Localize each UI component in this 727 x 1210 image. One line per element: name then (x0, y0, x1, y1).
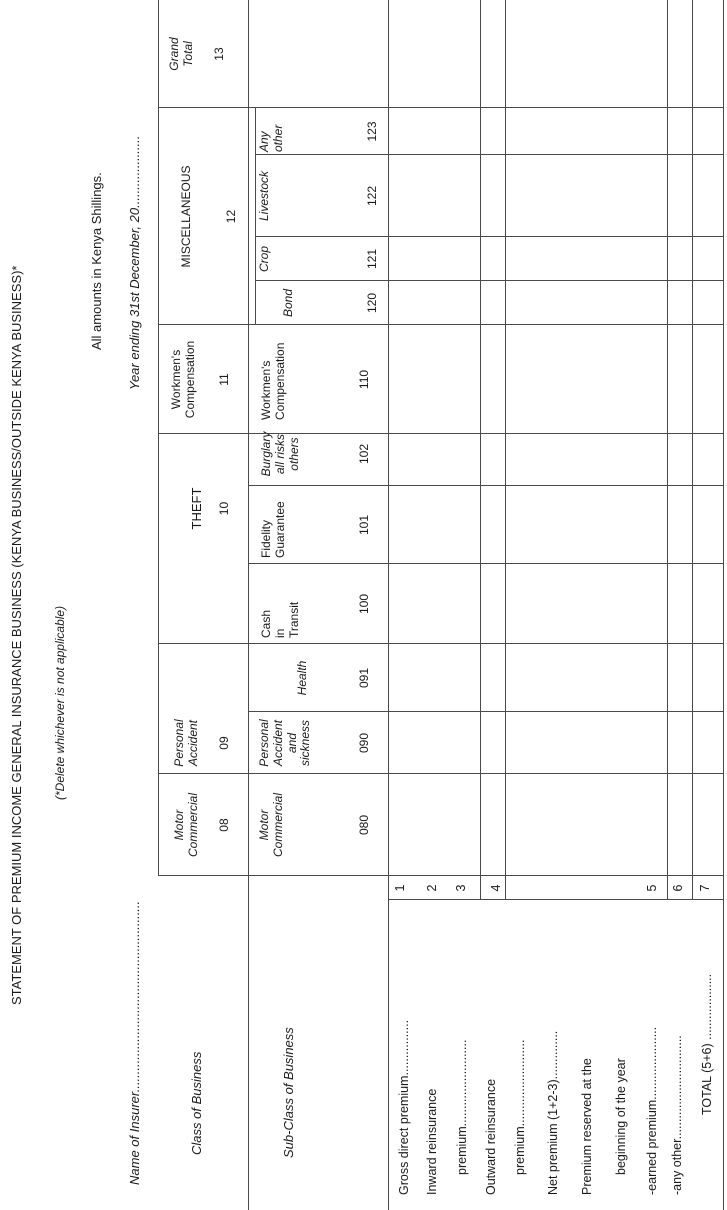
subclass-code-091: 091 (357, 667, 371, 689)
col-rule-misc-start (158, 324, 723, 325)
subclass-burglary-others: Burglary all risks others (259, 431, 301, 477)
subclass-workmens-compensation: Workmen's Compensation (259, 342, 287, 420)
subclass-code-080: 080 (357, 814, 371, 836)
rule-table-bottom (723, 0, 724, 1210)
amounts-note: All amounts in Kenya Shillings. (89, 172, 104, 350)
statement-title: STATEMENT OF PREMIUM INCOME GENERAL INSURANCE BUSINESS (KENYA BUSINESS/OUTSIDE KENYA BUSINESS)* (9, 265, 24, 1005)
class-miscellaneous-code: 12 (224, 209, 238, 224)
class-of-business-label: Class of Business (189, 1051, 204, 1155)
subclass-code-102: 102 (357, 443, 371, 465)
row-number-1: 1 (393, 884, 407, 892)
subclass-crop: Crop (257, 246, 271, 273)
subclass-code-090: 090 (357, 732, 371, 754)
class-motor-commercial-code: 08 (217, 818, 231, 832)
rule-row-7 (692, 0, 693, 900)
rule-header-bottom (388, 0, 389, 1210)
col-rule-crop-start (255, 280, 723, 281)
class-workmens-compensation-code: 11 (217, 373, 231, 386)
subclass-code-110: 110 (357, 369, 371, 390)
year-ending: Year ending 31st December, 20.................... (127, 135, 142, 390)
subclass-cash-in-transit: Cash in Transit (259, 601, 301, 638)
col-rule-workmens-start (158, 433, 723, 434)
row-premium-reserved: Premium reserved at the (580, 1058, 594, 1195)
row-outward-reinsurance: Outward reinsurance (484, 1078, 498, 1195)
col-rule-health-start (248, 711, 723, 712)
class-personal-accident-code: 09 (217, 736, 231, 750)
row-number-6: 6 (671, 884, 685, 892)
row-any-other: -any other.............................. (670, 1035, 684, 1195)
class-miscellaneous: MISCELLANEOUS (179, 165, 193, 268)
class-grand-total-code: 13 (212, 47, 226, 61)
subclass-any-other: Any other (257, 124, 285, 152)
col-rule-anyother-start (255, 154, 723, 155)
class-workmens-compensation: Workmen's Compensation (169, 340, 197, 419)
delete-note: (*Delete whichever is not applicable) (53, 605, 67, 800)
row-inward-reinsurance-premium: premium......................... (455, 1039, 469, 1175)
class-theft: THEFT (189, 487, 204, 530)
col-rule-motor-start (158, 875, 723, 876)
row-inward-reinsurance: Inward reinsurance (425, 1088, 439, 1195)
sub-class-of-business-label: Sub-Class of Business (281, 1027, 296, 1158)
class-motor-commercial: Motor Commercial (172, 793, 200, 858)
subclass-health: Health (295, 660, 309, 696)
subclass-motor-commercial: Motor Commercial (257, 793, 285, 858)
col-rule-burglary-start (248, 485, 723, 486)
subclass-personal-accident-sickness: Personal Accident and sickness (257, 719, 313, 767)
row-outward-reinsurance-premium: premium......................... (513, 1039, 527, 1175)
rule-row-4 (505, 0, 506, 900)
row-net-premium: Net premium (1+2-3).............. (546, 1030, 560, 1195)
col-rule-personal-start (158, 773, 723, 774)
subclass-code-101: 101 (357, 514, 371, 536)
class-personal-accident: Personal Accident (172, 719, 200, 767)
class-grand-total: Grand Total (167, 37, 195, 71)
row-number-2: 2 (425, 884, 439, 892)
row-gross-direct-premium: Gross direct premium................ (397, 1019, 411, 1195)
subclass-fidelity-guarantee: Fidelity Guarantee (259, 501, 287, 558)
col-rule-livestock-start (255, 236, 723, 237)
col-rule-theft-start (158, 643, 723, 644)
row-number-4: 4 (489, 884, 503, 892)
subclass-code-100: 100 (357, 593, 371, 615)
row-total: TOTAL (5+6) ................... (700, 973, 714, 1115)
subclass-code-120: 120 (365, 292, 379, 314)
subclass-code-123: 123 (365, 121, 379, 142)
row-number-3: 3 (454, 884, 468, 892)
name-of-insurer: Name of Insurer..................................................... (127, 900, 142, 1185)
row-number-7: 7 (698, 884, 712, 892)
rule-misc-split (255, 108, 256, 325)
rule-class-subclass (248, 0, 249, 1210)
rule-header-top (158, 0, 159, 876)
col-rule-labels-end (388, 899, 723, 900)
rule-row-3 (480, 0, 481, 900)
subclass-livestock: Livestock (257, 170, 271, 222)
row-earned-premium: -earned premium..................... (645, 1026, 659, 1195)
row-beginning-of-year: beginning of the year (614, 1058, 628, 1175)
class-theft-code: 10 (217, 501, 231, 516)
col-rule-grand-start (158, 107, 723, 108)
row-number-5: 5 (645, 884, 659, 892)
col-rule-fidelity-start (248, 563, 723, 564)
subclass-code-121: 121 (365, 248, 379, 270)
subclass-bond: Bond (281, 288, 295, 318)
rule-row-6 (667, 0, 668, 900)
subclass-code-122: 122 (365, 185, 379, 207)
